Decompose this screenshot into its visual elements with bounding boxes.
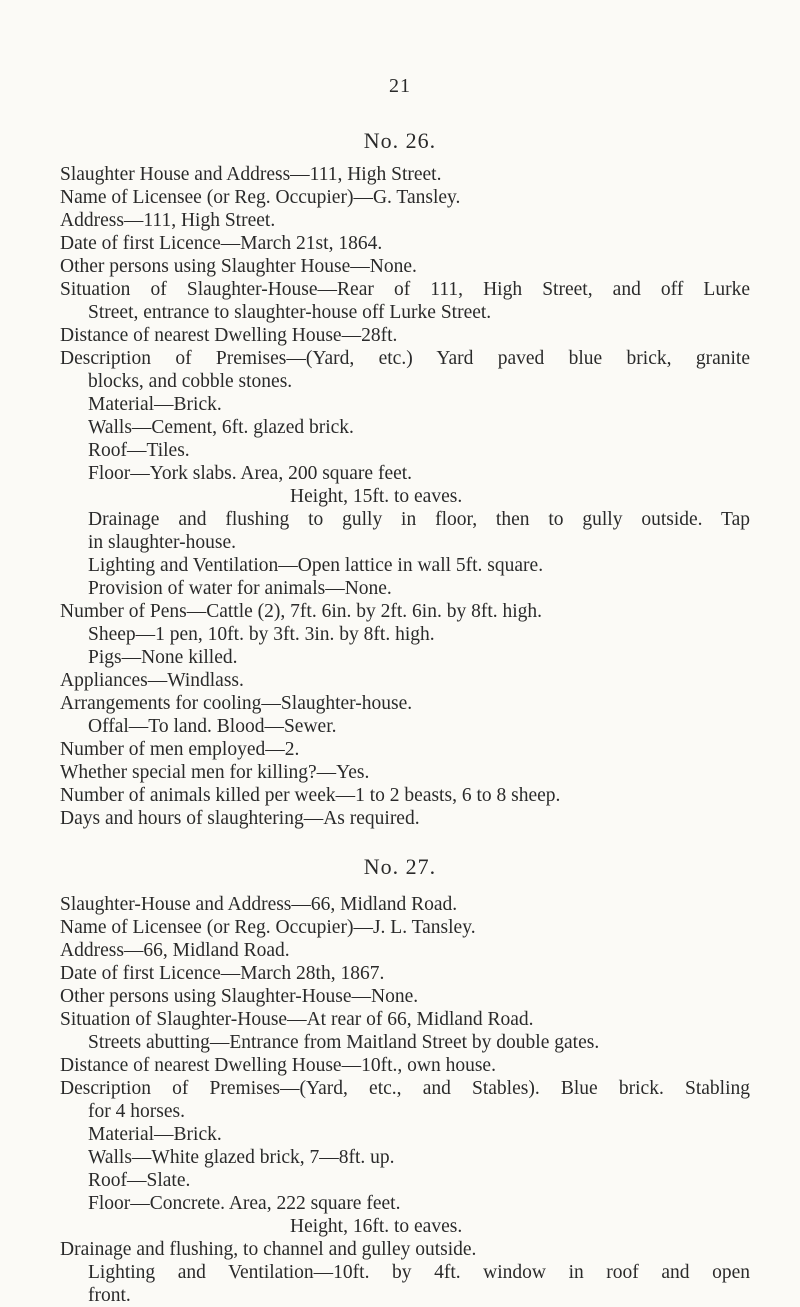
entry-line: Date of first Licence—March 21st, 1864. <box>60 233 383 254</box>
entry-line: Number of Pens—Cattle (2), 7ft. 6in. by 2ft. 6in. by 8ft. high. <box>60 601 543 622</box>
entry-line: Street, entrance to slaughter-house off Lurke Street. <box>88 302 492 323</box>
entry-line: Description of Premises—(Yard, etc.) Yard paved blue brick, granite <box>60 348 750 369</box>
entry-line: Number of animals killed per week—1 to 2 beasts, 6 to 8 sheep. <box>60 785 561 806</box>
entry-line: blocks, and cobble stones. <box>88 371 293 392</box>
entry-line: Lighting and Ventilation—Open lattice in wall 5ft. square. <box>88 555 544 576</box>
entry-line: Material—Brick. <box>88 394 222 415</box>
entry-line: Address—66, Midland Road. <box>60 940 290 961</box>
entry-line: Roof—Slate. <box>88 1170 191 1191</box>
entry-line: Distance of nearest Dwelling House—10ft., own house. <box>60 1055 496 1076</box>
entry-line: Roof—Tiles. <box>88 440 190 461</box>
entry-line: Provision of water for animals—None. <box>88 578 392 599</box>
entry-line: Description of Premises—(Yard, etc., and Stables). Blue brick. Stabling <box>60 1078 750 1099</box>
entry-line: Floor—Concrete. Area, 222 square feet. <box>88 1193 401 1214</box>
entry-line: front. <box>88 1285 131 1306</box>
entry-line: Appliances—Windlass. <box>60 670 244 691</box>
page-number: 21 <box>389 75 411 97</box>
entry-line: Address—111, High Street. <box>60 210 276 231</box>
entry-line: Drainage and flushing, to channel and gulley outside. <box>60 1239 477 1260</box>
entry-line: Distance of nearest Dwelling House—28ft. <box>60 325 398 346</box>
entry-line: Sheep—1 pen, 10ft. by 3ft. 3in. by 8ft. high. <box>88 624 435 645</box>
entry-line: Date of first Licence—March 28th, 1867. <box>60 963 385 984</box>
entry-line: Offal—To land. Blood—Sewer. <box>88 716 337 737</box>
entry-line: Other persons using Slaughter-House—None. <box>60 986 419 1007</box>
entry-line: Walls—Cement, 6ft. glazed brick. <box>88 417 354 438</box>
entry-line: Floor—York slabs. Area, 200 square feet. <box>88 463 413 484</box>
entry-line: Situation of Slaughter-House—At rear of 66, Midland Road. <box>60 1009 534 1030</box>
entry-line: Name of Licensee (or Reg. Occupier)—G. Tansley. <box>60 187 461 208</box>
entry-line: Slaughter-House and Address—66, Midland Road. <box>60 894 458 915</box>
entry-line: Whether special men for killing?—Yes. <box>60 762 370 783</box>
entry-line: Pigs—None killed. <box>88 647 238 668</box>
entry-line: Days and hours of slaughtering—As required. <box>60 808 420 829</box>
entry-line: in slaughter-house. <box>88 532 236 553</box>
entry-line: Walls—White glazed brick, 7—8ft. up. <box>88 1147 395 1168</box>
entry-line: Material—Brick. <box>88 1124 222 1145</box>
entry-line: Height, 15ft. to eaves. <box>290 486 463 507</box>
entry-line: for 4 horses. <box>88 1101 185 1122</box>
entry-line: Slaughter House and Address—111, High Street. <box>60 164 442 185</box>
entry-line: Height, 16ft. to eaves. <box>290 1216 463 1237</box>
entry-line: Other persons using Slaughter House—None. <box>60 256 417 277</box>
entry-line: Lighting and Ventilation—10ft. by 4ft. window in roof and open <box>88 1262 750 1283</box>
entry-line: Arrangements for cooling—Slaughter-house. <box>60 693 413 714</box>
entry-line: Situation of Slaughter-House—Rear of 111, High Street, and off Lurke <box>60 279 750 300</box>
entry-line: Name of Licensee (or Reg. Occupier)—J. L. Tansley. <box>60 917 476 938</box>
entry-line: Streets abutting—Entrance from Maitland Street by double gates. <box>88 1032 600 1053</box>
entry-line: Number of men employed—2. <box>60 739 300 760</box>
section-heading-27: No. 27. <box>363 854 437 879</box>
entry-line: Drainage and flushing to gully in floor, then to gully outside. Tap <box>88 509 750 530</box>
section-heading-26: No. 26. <box>363 128 437 153</box>
